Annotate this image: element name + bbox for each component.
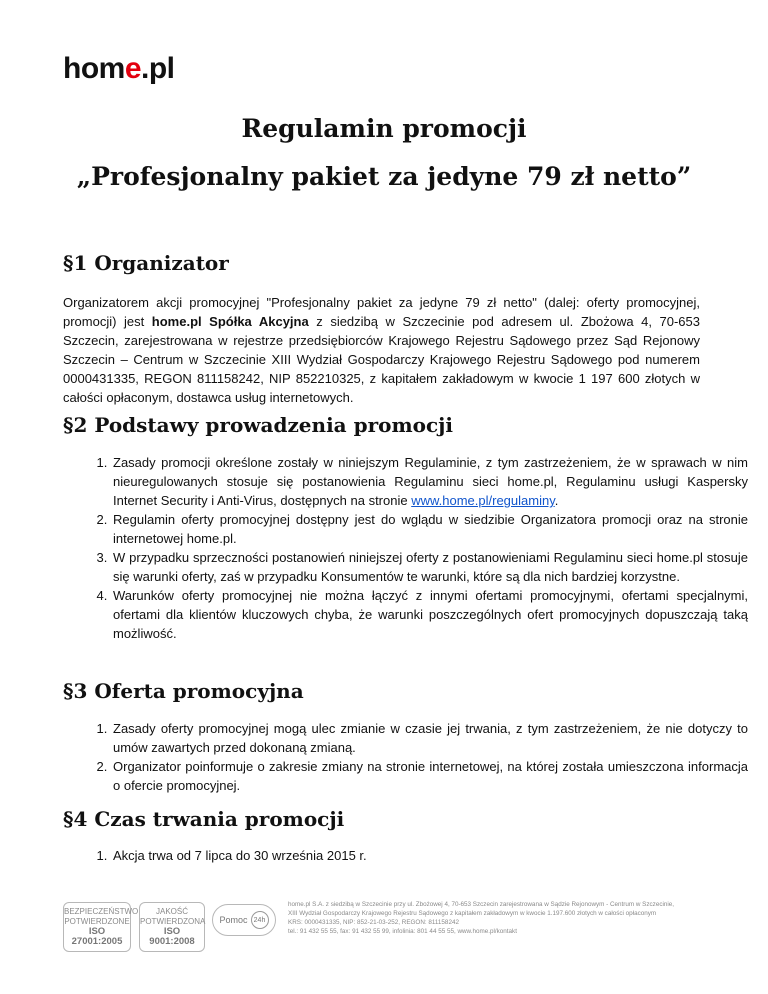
section-3-list <box>63 719 748 795</box>
document-subtitle: „Profesjonalny pakiet za jedyne 79 zł netto” <box>76 162 692 191</box>
footer-company-info: home.pl S.A. z siedzibą w Szczecinie przy ul. Zbożowej 4, 70-653 Szczecin zarejestrowana w Sądzie Rejonowym - Centrum w Szczecinie, XIII Wydział Gospodarczy Krajowego Rejestru Sądowego z kapitałem zakładowym w kwocie 1.197.600 złotych w całości opłaconym KRS: 0000431335, NIP: 852-21-03-252, REGON: 811158242 tel.: 91 432 55 55, fax: 91 432 55 99, infolinia: 801 44 55 55, www.home.pl/kontakt <box>288 901 675 935</box>
list-item: 1. Zasady oferty promocyjnej mogą ulec zmianie w czasie jej trwania, z tym zastrzeżeniem, że nie dotyczy to umów zawartych przed dokonaną zmianą. <box>111 719 748 757</box>
section-4-list <box>63 846 748 865</box>
list-item: 2. Organizator poinformuje o zakresie zmiany na stronie internetowej, na której została umieszczona informacja o ofercie promocyjnej. <box>111 757 748 795</box>
iso-27001-badge: BEZPIECZEŃSTWO POTWIERDZONE ISO 27001:2005 <box>63 902 131 952</box>
section-1-heading: §1 Organizator <box>63 251 229 275</box>
help-24h-badge: Pomoc 24h <box>212 904 276 936</box>
section-4-heading: §4 Czas trwania promocji <box>63 807 345 831</box>
iso-9001-badge: JAKOŚĆ POTWIERDZONA ISO 9001:2008 <box>139 902 205 952</box>
list-item: 1. Zasady promocji określone zostały w niniejszym Regulaminie, z tym zastrzeżeniem, że w sprawach w nim nieuregulowanych stosuje się postanowienia Regulaminu sieci home.pl, Regulaminu usługi Kaspersky Internet Security i Anti-Virus, dostępnych na stronie www.home.pl/regulaminy. <box>111 453 748 510</box>
section-3-heading: §3 Oferta promocyjna <box>63 679 304 703</box>
list-item: 1. Akcja trwa od 7 lipca do 30 września 2015 r. <box>111 846 748 865</box>
list-item: 3. W przypadku sprzeczności postanowień niniejszej oferty z postanowieniami Regulaminu sieci home.pl stosuje się warunki oferty, zaś w przypadku Konsumentów te warunki, które są dla nich bardziej korzystne. <box>111 548 748 586</box>
page-footer <box>63 900 713 950</box>
regulaminy-link[interactable]: www.home.pl/regulaminy <box>411 493 555 508</box>
home-pl-logo: home.pl <box>63 52 175 85</box>
list-item: 4. Warunków oferty promocyjnej nie można łączyć z innymi ofertami promocyjnymi, ofertami specjalnymi, ofertami dla klientów kluczowych chyba, że warunki poszczególnych ofert promocyjnych dopuszczają taką możliwość. <box>111 586 748 643</box>
clock-icon: 24h <box>251 911 269 929</box>
section-2-heading: §2 Podstawy prowadzenia promocji <box>63 413 453 437</box>
document-title: Regulamin promocji <box>241 114 527 143</box>
section-1-paragraph: Organizatorem akcji promocyjnej "Profesjonalny pakiet za jedyne 79 zł netto" (dalej: oferty promocyjnej, promocji) jest home.pl Spółka Akcyjna z siedzibą w Szczecinie pod adresem ul. Zbożowa 4, 70-653 Szczecin, zarejestrowana w rejestrze przedsiębiorców Krajowego Rejestru Sądowego przez Sąd Rejonowy Szczecin – Centrum w Szczecinie XIII Wydział Gospodarczy Krajowego Rejestru Sądowego pod numerem 0000431335, REGON 811158242, NIP 852210325, z kapitałem zakładowym w kwocie 1 197 600 złotych w całości opłaconym, dostawca usług internetowych. <box>63 295 700 405</box>
list-item: 2. Regulamin oferty promocyjnej dostępny jest do wglądu w siedzibie Organizatora promocji oraz na stronie internetowej home.pl. <box>111 510 748 548</box>
section-2-list <box>63 453 748 643</box>
